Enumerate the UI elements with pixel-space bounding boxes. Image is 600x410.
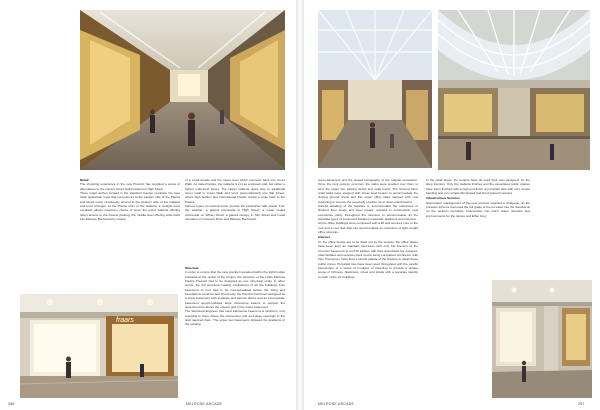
paragraph: Stormwater management of the new precinct supplied a challenge, as the previous scheme had used the full grade of the lot water into the Sandspruit on the western boundary. Intervention into storm water retention and improvements for the James and Ethel Grey	[426, 200, 530, 218]
glazed-canopy-photo	[318, 10, 432, 168]
paragraph: Various types of external cover provide the pedestrian with shelter from the weather; a glazed colonnade in High Street, a metal roofed colonnade on Whiley Road, a glazed canopy in Slip Street and metal canopies on Crescent Drive and Melrose Boulevard.	[185, 204, 285, 222]
paragraph: As the office blocks are to be fitted out by the tenants, the office plates have been kept as standard structures with only the interiors of the common basement to roof lift lobbies with their associated fire escapes, toilet facilities and services plant rooms being completed. Architects, with Orio Thompson, have kept a simple palette of the finishes to detail these public zones. Porcelain tiles have been used throughout with the careful intervention of a series of modules of panelling to provide a unique sense of richness, blackness, street and shade with a separate identity to each of the six buildings.	[318, 239, 418, 279]
right-page	[306, 0, 600, 410]
text-column-retail	[80, 178, 180, 278]
shop-sign-text: fraars	[116, 317, 134, 324]
paragraph: The shopping experience in the new Precinct has supplied a series of alternatives to the current mixed retail located on High Street.	[80, 182, 180, 191]
heading-interiors: Interiors	[318, 235, 331, 240]
lobby-interior-photo	[492, 280, 592, 398]
running-footer-left: MELROSE ARCADE	[186, 402, 223, 406]
left-page	[0, 0, 294, 410]
text-column-galleria	[185, 178, 285, 258]
shopfront-photo	[20, 294, 178, 398]
paragraph: super-basement and the sloped topography of the original excavation. Once the rock outcrop occurred, the slabs were levelled over them to form the upper two parking decks and retail levels. The Ground Floor retail slabs were stepped with street level beams to accommodate the sloping ground levels and this upper office slabs stepped with cost reasoning to remove the necessity of either up or down stand beams.	[318, 178, 418, 204]
text-column-infrastructure	[426, 178, 530, 268]
paragraph: All the office buildings were completed with a lift and services core to the roof and a roof slab that can accommodate an extension of light weight office structure.	[318, 221, 418, 235]
book-gutter	[296, 0, 304, 410]
paragraph: Three major arches located in the standard manner complete the race track pedestrian route that commences at the eastern side of the Piazza and winds many circuitously around to the western side of the Galleria and level changes. At the Piazza entry to the Galleria, a multiple level escalator allows maximum choice of level, the lower Galleria offering direct access to the closest parking, the middle level offering wide back into Melrose Boulevard by means	[80, 191, 180, 222]
running-footer-right: MELROSE ARCADE	[318, 402, 355, 406]
mall-corridor-photo	[80, 10, 285, 170]
heading-retail: Retail	[80, 178, 89, 182]
heading-infrastructure: Infrastructure Services	[426, 196, 460, 201]
paragraph: of a small arcade and the upper level which connects back into Cross Walk. As stated before, the Galleria is not an enclosed mall, but rather a hybrid multi-level street. The Upper Galleria gives way to traditional street retail in Cross Walk and turns perpendicularly into Slip Street, where high fashion and international brands supply a route back to the Piazza.	[185, 178, 285, 204]
paragraph: Careful detailing of the façades to accommodate the tolerances of finished floor levels and steel meant, resulted in construction cost economies partly throughout the structure to accommodate all the separate types of movement between materials, platforms and columns.	[318, 204, 418, 222]
page-folio-right: 257	[578, 402, 585, 406]
paragraph: In the retail areas, the tenants have all used their own designers for the shop interiors. Only the Galleria finishes and the associated public spaces have been finished with a high end finish of porcelain tiles with very simple banding and very simple illuminated and lined spaced counters.	[426, 178, 530, 196]
paragraph: The Structural Engineer has used transverse beams to a minimum, only resorting to them where the intervening grid and large openings in the slab required them. The upper two basements followed the gradients of the existing	[185, 309, 285, 327]
paragraph: In order to ensure that the new precinct remained within the tight budget indicated at the outset of the project, the structure of the entire Melrose Piazza Precinct had to be designed as one structural entity, in other words, the full structural loading implications of all the buildings from basement to roof had to be conceptualised before the siting and foundations could be laid. Previously, the Precinct had been designed as a super-basement with separate and parcels above and an intermediate basement accommodated large transverse beams to support the superstructure above the column grid of the super-basement.	[185, 270, 285, 310]
page-folio-left: 256	[8, 402, 15, 406]
heading-structure: Structure	[185, 266, 199, 270]
atrium-roof-photo	[438, 10, 590, 170]
text-column-structure	[185, 266, 285, 394]
text-column-structure-cont	[318, 178, 418, 394]
